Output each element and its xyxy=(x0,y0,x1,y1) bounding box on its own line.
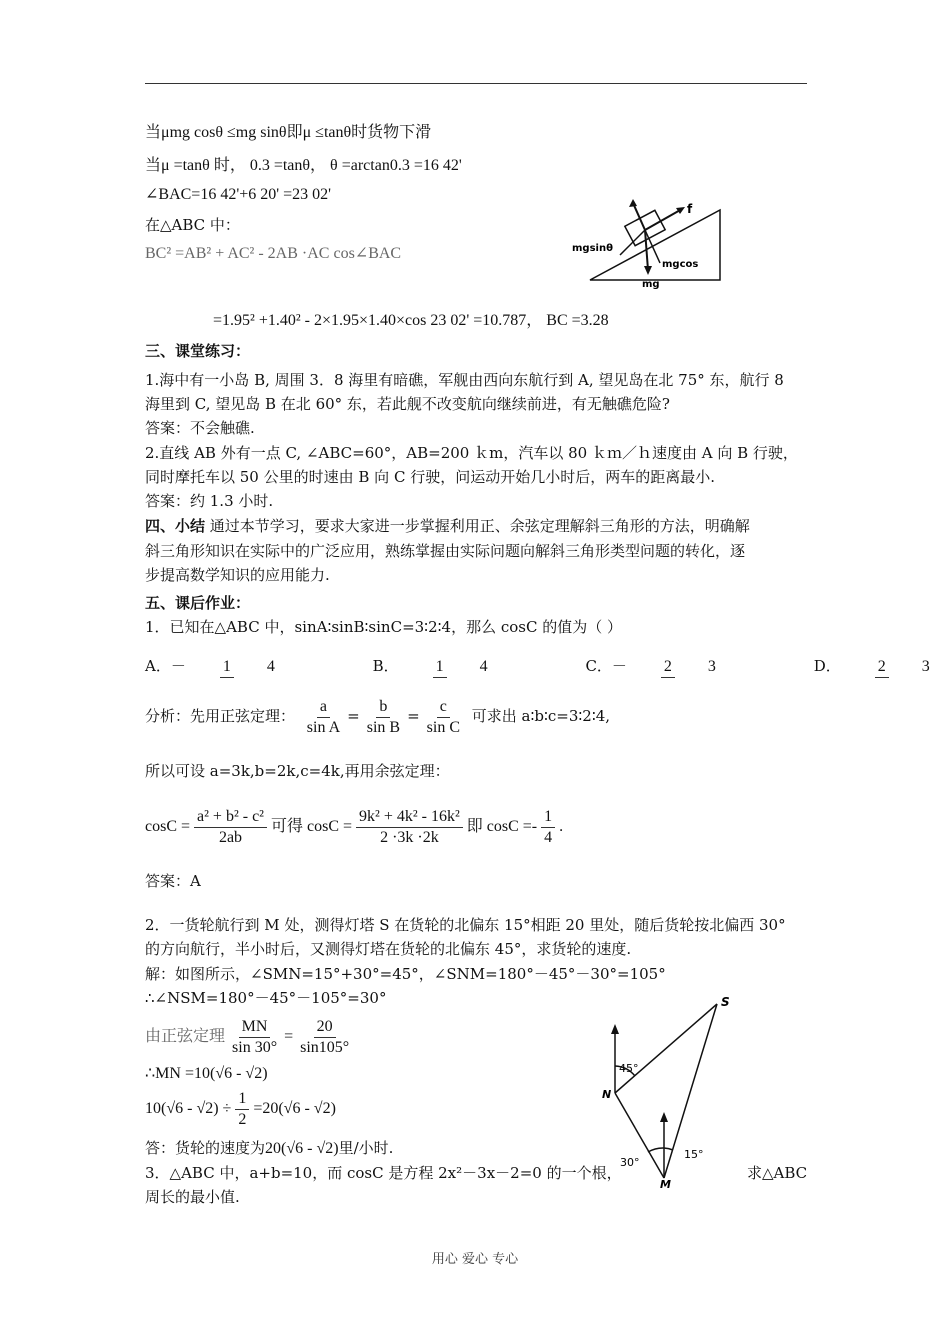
text-line-1: 当μmg cosθ ≤mg sinθ即μ ≤tanθ时货物下滑 xyxy=(145,124,432,141)
homework-q3-line-2: 周长的最小值. xyxy=(145,1188,240,1206)
option-b: B． 1 4 xyxy=(373,644,551,688)
text-line-2: 当μ =tanθ 时， 0.3 =tanθ， θ =arctan0.3 =16 42' xyxy=(145,157,462,174)
exercise-1-answer: 答案：不会触礁. xyxy=(145,419,255,437)
label-mgcos: mgcos xyxy=(662,259,699,270)
label-f: f xyxy=(687,202,693,216)
header-rule xyxy=(145,83,807,84)
formula-result: =1.95² +1.40² - 2×1.95×1.40×cos 23 02' =10.787， BC =3.28 xyxy=(213,312,609,329)
solution-line-1: 解：如图所示，∠SMN=15°+30°=45°，∠SNM=180°－45°－30°=105° xyxy=(145,965,666,983)
frac-a-sinA: $\frac{a}{\text{sin A}}$ xyxy=(306,697,341,736)
page-footer: 用心 爱心 专心 xyxy=(431,1252,519,1267)
section-3-heading: 三、课堂练习： xyxy=(145,342,251,360)
frac-b-sinB: $\frac{b}{\text{sin B}}$ xyxy=(366,697,401,736)
label-30: 30° xyxy=(620,1156,640,1169)
option-a: A．－ 1 4 xyxy=(145,644,338,688)
homework-q3-right: 求△ABC xyxy=(747,1164,808,1182)
label-s: S xyxy=(721,995,730,1009)
exercise-1-line-2: 海里到 C, 望见岛 B 在北 60° 东，若此舰不改变航向继续前进，有无触礁危险? xyxy=(145,395,670,413)
text-line-4: 在△ABC 中： xyxy=(145,216,240,234)
label-m: M xyxy=(660,1178,671,1190)
label-45: 45° xyxy=(619,1062,639,1075)
exercise-2-line-1: 2.直线 AB 外有一点 C, ∠ABC=60°，AB=200 ｋm，汽车以 80 ｋｍ／ｈ速度由 A 向 B 行驶， xyxy=(145,444,798,462)
text-line-3: ∠BAC=16 42'+6 20' =23 02' xyxy=(145,186,332,203)
exercise-1-line-1: 1.海中有一小岛 B, 周围 3．8 海里有暗礁，军舰由西向东航行到 A, 望见岛在北 75° 东，航行 8 xyxy=(145,371,784,389)
analysis-line-2: 所以可设 a=3k,b=2k,c=4k,再用余弦定理： xyxy=(145,762,450,780)
summary-text: 通过本节学习，要求大家进一步掌握利用正、余弦定理解斜三角形的方法，明确解 xyxy=(205,517,750,535)
section-5-heading: 五、课后作业： xyxy=(145,594,251,612)
label-n: N xyxy=(602,1088,612,1101)
homework-q1: 1．已知在△ABC 中，sinA∶sinB∶sinC=3∶2∶4，那么 cosC 的值为（ ） xyxy=(145,618,622,636)
label-15: 15° xyxy=(684,1148,704,1161)
answer-2: 答：货轮的速度为20(√6 - √2)里/小时. xyxy=(145,1139,394,1157)
homework-q2-line-2: 的方向航行，半小时后，又测得灯塔在货轮的北偏东 45°，求货轮的速度. xyxy=(145,940,632,958)
summary-line-1 xyxy=(145,515,750,537)
incline-force-diagram xyxy=(570,195,730,290)
section-4-heading: 四、小结 xyxy=(145,517,206,535)
homework-q3-line-1: 3．△ABC 中，a+b=10，而 cosC 是方程 2x²－3x－2=0 的一个根， xyxy=(145,1164,622,1182)
speed-calc: 10(√6 - √2) ÷ $\frac{1}{2}$ =20(√6 - √2) xyxy=(145,1089,336,1128)
sine-law-formula: 由正弦定理 $\frac{MN}{\sin 30^\circ}$ = $\frac{20}{\sin 105^\circ}$ xyxy=(145,1017,350,1056)
exercise-2-answer: 答案：约 1.3 小时. xyxy=(145,492,274,510)
navigation-diagram xyxy=(590,990,750,1190)
label-mgsin: mgsinθ xyxy=(572,243,613,254)
frac-c-sinC: $\frac{c}{\text{sin C}}$ xyxy=(426,697,460,736)
exercise-2-line-2: 同时摩托车以 50 公里的时速由 B 向 C 行驶，问运动开始几小时后，两车的距离最小. xyxy=(145,468,715,486)
q1-options xyxy=(145,644,950,688)
homework-q2-line-1: 2．一货轮航行到 M 处，测得灯塔 S 在货轮的北偏东 15°相距 20 里处，随后货轮按北偏西 30° xyxy=(145,916,786,934)
solution-line-2: ∴∠NSM=180°－45°－105°=30° xyxy=(145,989,387,1007)
label-mg: mg xyxy=(642,279,660,290)
option-d: D． 2 3 xyxy=(814,644,950,688)
answer-1: 答案：A xyxy=(145,872,201,890)
cosine-formula: cosC = $\frac{\text{a² + b² - c²}}{2ab}$ 可得 cosC = $\frac{\text{9k² + 4k² - 16k²}}{2 \cdot 3k \cdot 2k}$ 即 cosC =- $\frac{1}{4}$ . xyxy=(145,807,564,846)
option-c: C．－ 2 3 xyxy=(585,644,778,688)
summary-line-2: 斜三角形知识在实际中的广泛应用，熟练掌握由实际问题向解斜三角形类型问题的转化，逐 xyxy=(145,542,746,560)
formula-cosine-law: BC² =AB² + AC² - 2AB ·AC cos∠BAC xyxy=(145,245,402,262)
line-ns xyxy=(615,1004,717,1093)
mn-result: ∴MN =10(√6 - √2) xyxy=(145,1065,268,1082)
summary-line-3: 步提高数学知识的应用能力. xyxy=(145,566,330,584)
analysis-line: 分析：先用正弦定理： $\frac{a}{\text{sin A}}$ = $\frac{b}{\text{sin B}}$ = $\frac{c}{\text{sin C}}$ 可求出 a∶b∶c=3∶2∶4, xyxy=(145,697,611,736)
